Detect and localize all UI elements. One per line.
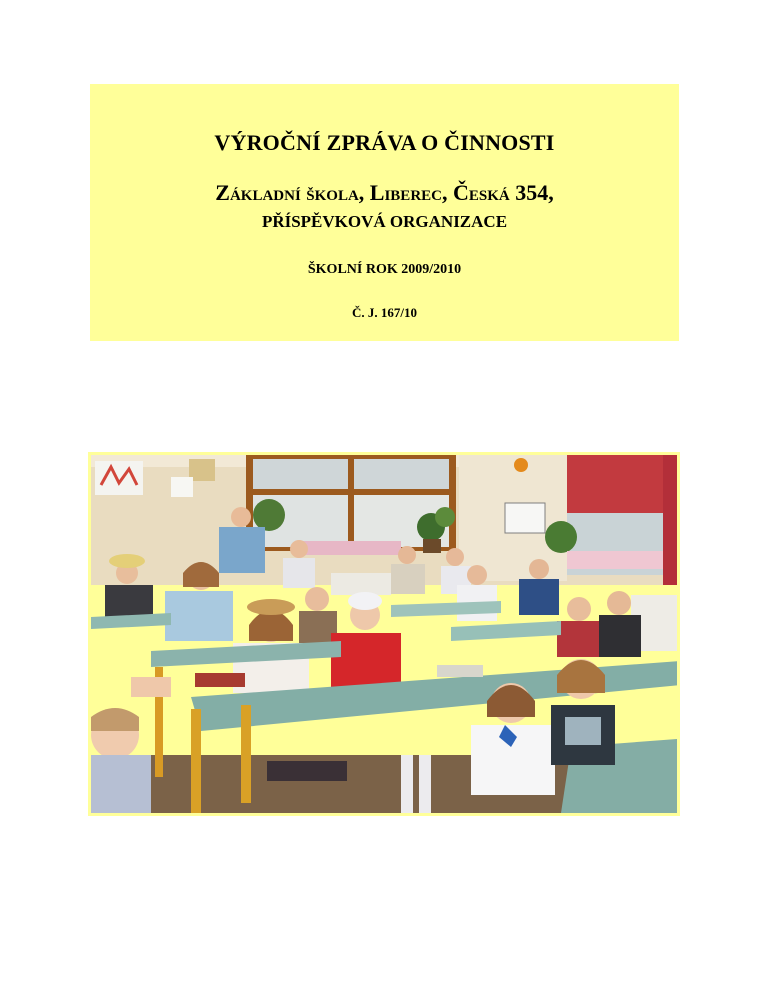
reference-number: Č. J. 167/10 — [352, 305, 417, 320]
organization-type: PŘÍSPĚVKOVÁ ORGANIZACE — [261, 212, 508, 231]
report-title: VÝROČNÍ ZPRÁVA O ČINNOSTI — [214, 130, 555, 155]
school-year: ŠKOLNÍ ROK 2009/2010 — [307, 262, 462, 277]
school-name: Základní škola, Liberec, Česká 354, — [215, 180, 554, 205]
classroom-photo — [91, 455, 677, 813]
title-box — [90, 84, 679, 341]
photo-frame — [88, 452, 680, 816]
